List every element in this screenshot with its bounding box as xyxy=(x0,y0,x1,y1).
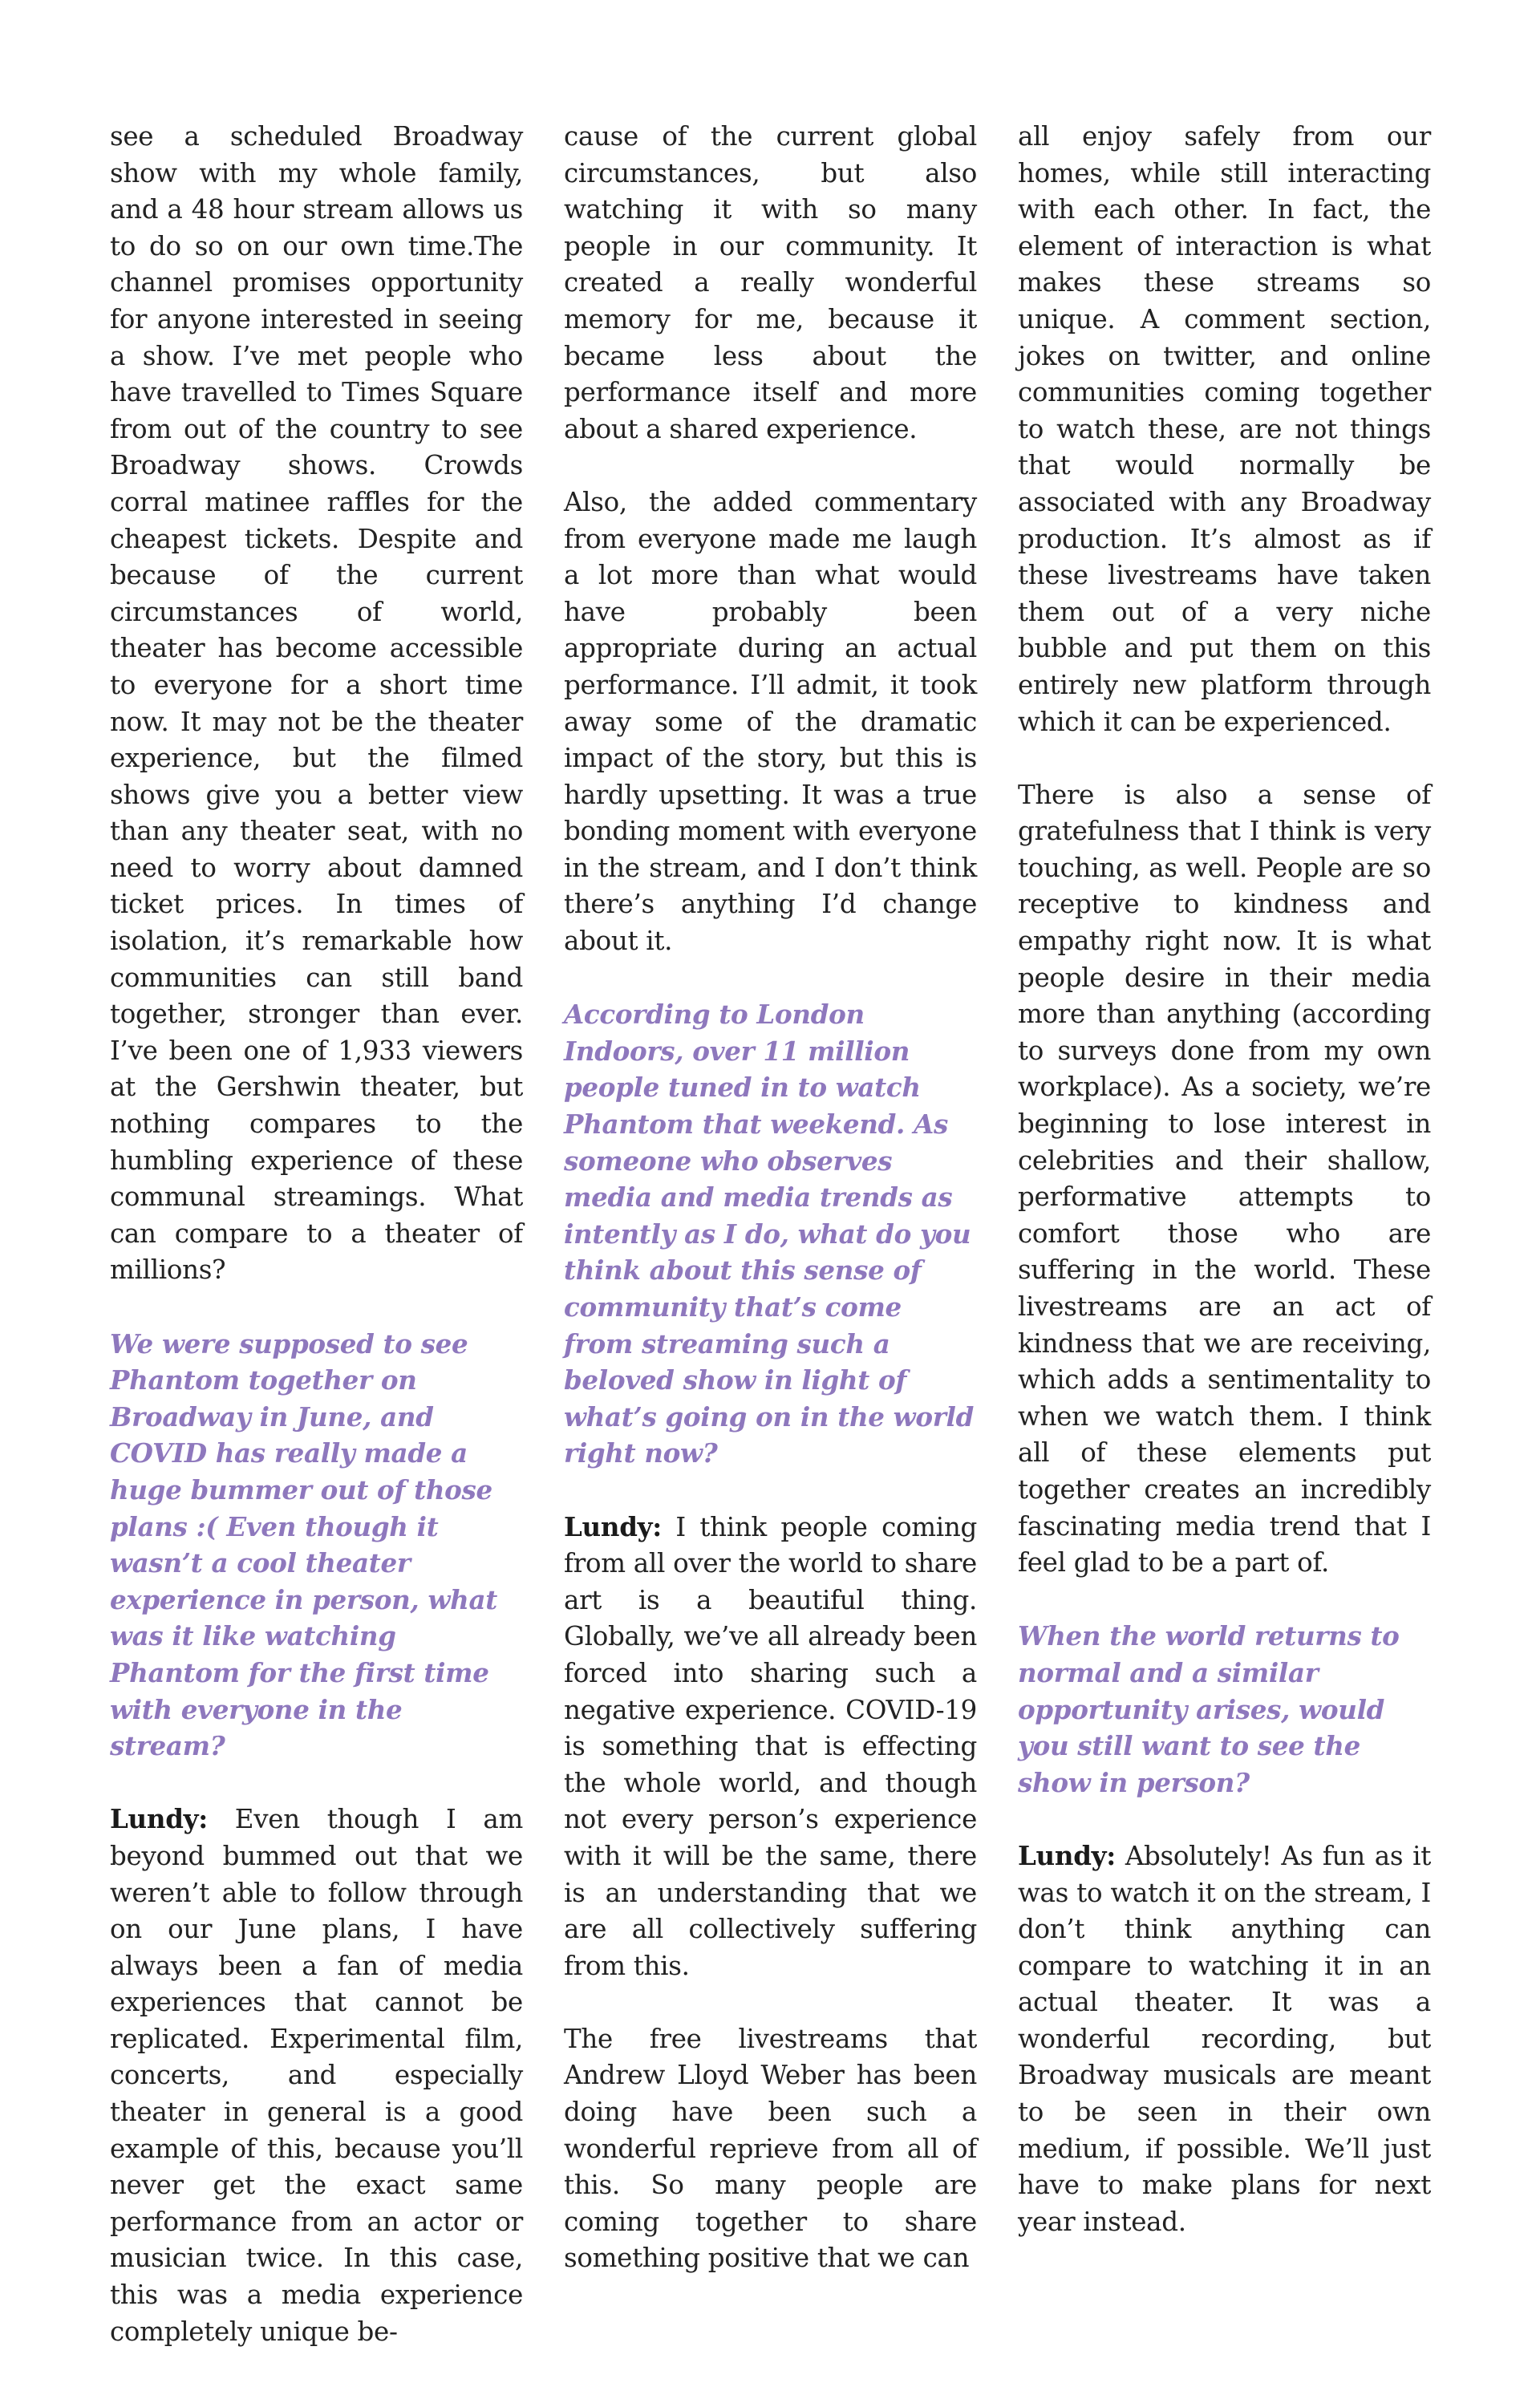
body-paragraph: Also, the added commentary from everyone made me laugh a lot more than what would have probably been appropriate during an actual performance. I’ll admit, it took away some of the dramatic impact of the story, but this is hardly upsetting. It was a true bonding moment with everyone in the stream, and I don’t think there’s anything I’d change about it. xyxy=(564,486,977,957)
interview-answer xyxy=(1018,1838,1431,2241)
text-column-2 xyxy=(564,119,977,2314)
text-column-3 xyxy=(1018,119,1431,2277)
body-paragraph: see a scheduled Broadway show with my whole family, and a 48 hour stream allows us to do so on our own time.The channel promises opportunity for anyone interested in seeing a show. I’ve met people who have travelled to Times Square from out of the country to see Broadway shows. Crowds corral matinee raffles for the cheapest tickets. Despite and because of the current circumstances of world, theater has become accessible to everyone for a short time now. It may not be the theater experience, but the filmed shows give you a better view than any theater seat, with no need to worry about damned ticket prices. In times of isolation, it’s remarkable how communities can still band together, stronger than ever. I’ve been one of 1,933 viewers at the Gershwin theater, but nothing compares to the humbling experience of these communal streamings. What can compare to a theater of millions? xyxy=(110,121,523,1286)
body-paragraph: There is also a sense of gratefulness that I think is very touching, as well. People are so receptive to kindness and empathy right now. It is what people desire in their media more than anything (according to surveys done from my own workplace). As a society, we’re beginning to lose interest in celebrities and their shallow, performative attempts to comfort those who are suffering in the world. These livestreams are an act of kindness that we are receiving, which adds a sentimentality to when we watch them. I think all of these elements put together creates an incredibly fascinating media trend that I feel glad to be a part of. xyxy=(1018,779,1431,1578)
body-paragraph: The free livestreams that Andrew Lloyd Weber has been doing have been such a wonderful reprieve from all of this. So many people are coming together to share something positive that we can xyxy=(564,2023,977,2274)
speaker-label: Lundy: xyxy=(110,1803,208,1835)
interview-question: When the world returns to normal and a similar opportunity arises, would you still want to see the show in person? xyxy=(1018,1620,1400,1798)
body-paragraph: all enjoy safely from our homes, while still interacting with each other. In fact, the element of interaction is what makes these streams so unique. A comment section, jokes on twitter, and online communities coming together to watch these, are not things that would normally be associated with any Broadway production. It’s almost as if these livestreams have taken them out of a very niche bubble and put them on this entirely new platform through which it can be experienced. xyxy=(1018,121,1431,737)
interview-question: According to London Indoors, over 11 million people tuned in to watch Phantom that weekend. As someone who observes media and media trends as intently as I do, what do you think about this sense of community that’s come from streaming such a beloved show in light of what’s going on in the world right now? xyxy=(564,999,975,1469)
speaker-label: Lundy: xyxy=(1018,1839,1116,1871)
answer-text: I think people coming from all over the world to share art is a beautiful thing. Globally, we’ve all already been forced into sharing such a negative experience. COVID-19 is something that is effecting the whole world, and though not every person’s experience with it will be the same, there is an understanding that we are all collectively suffering from this. xyxy=(564,1511,977,1981)
speaker-label: Lundy: xyxy=(564,1510,662,1542)
interview-question: We were supposed to see Phantom together on Broadway in June, and COVID has really made a huge bummer out of those plans :( Even though it wasn’t a cool theater experience in person, what was it like watching Phantom for the first time with everyone in the stream? xyxy=(110,1327,497,1762)
interview-answer xyxy=(110,1801,523,2350)
text-column-1 xyxy=(110,119,523,2387)
answer-text: Even though I am beyond bummed out that we weren’t able to follow through on our June plans, I have always been a fan of media experiences that cannot be replicated. Experimental film, concerts, and especially theater in general is a good example of this, because you’ll never get the exact same performance from an actor or musician twice. In this case, this was a media experience completely unique be- xyxy=(110,1804,524,2347)
answer-text: Absolutely! As fun as it was to watch it on the stream, I don’t think anything can compare to watching it in an actual theater. It was a wonderful recording, but Broadway musicals are meant to be seen in their own medium, if possible. We’ll just have to make plans for next year instead. xyxy=(1018,1840,1431,2237)
interview-answer xyxy=(564,1509,977,1985)
body-paragraph: cause of the current global circumstances, but also watching it with so many people in our community. It created a really wonderful memory for me, because it became less about the performance itself and more about a shared experience. xyxy=(564,121,977,444)
